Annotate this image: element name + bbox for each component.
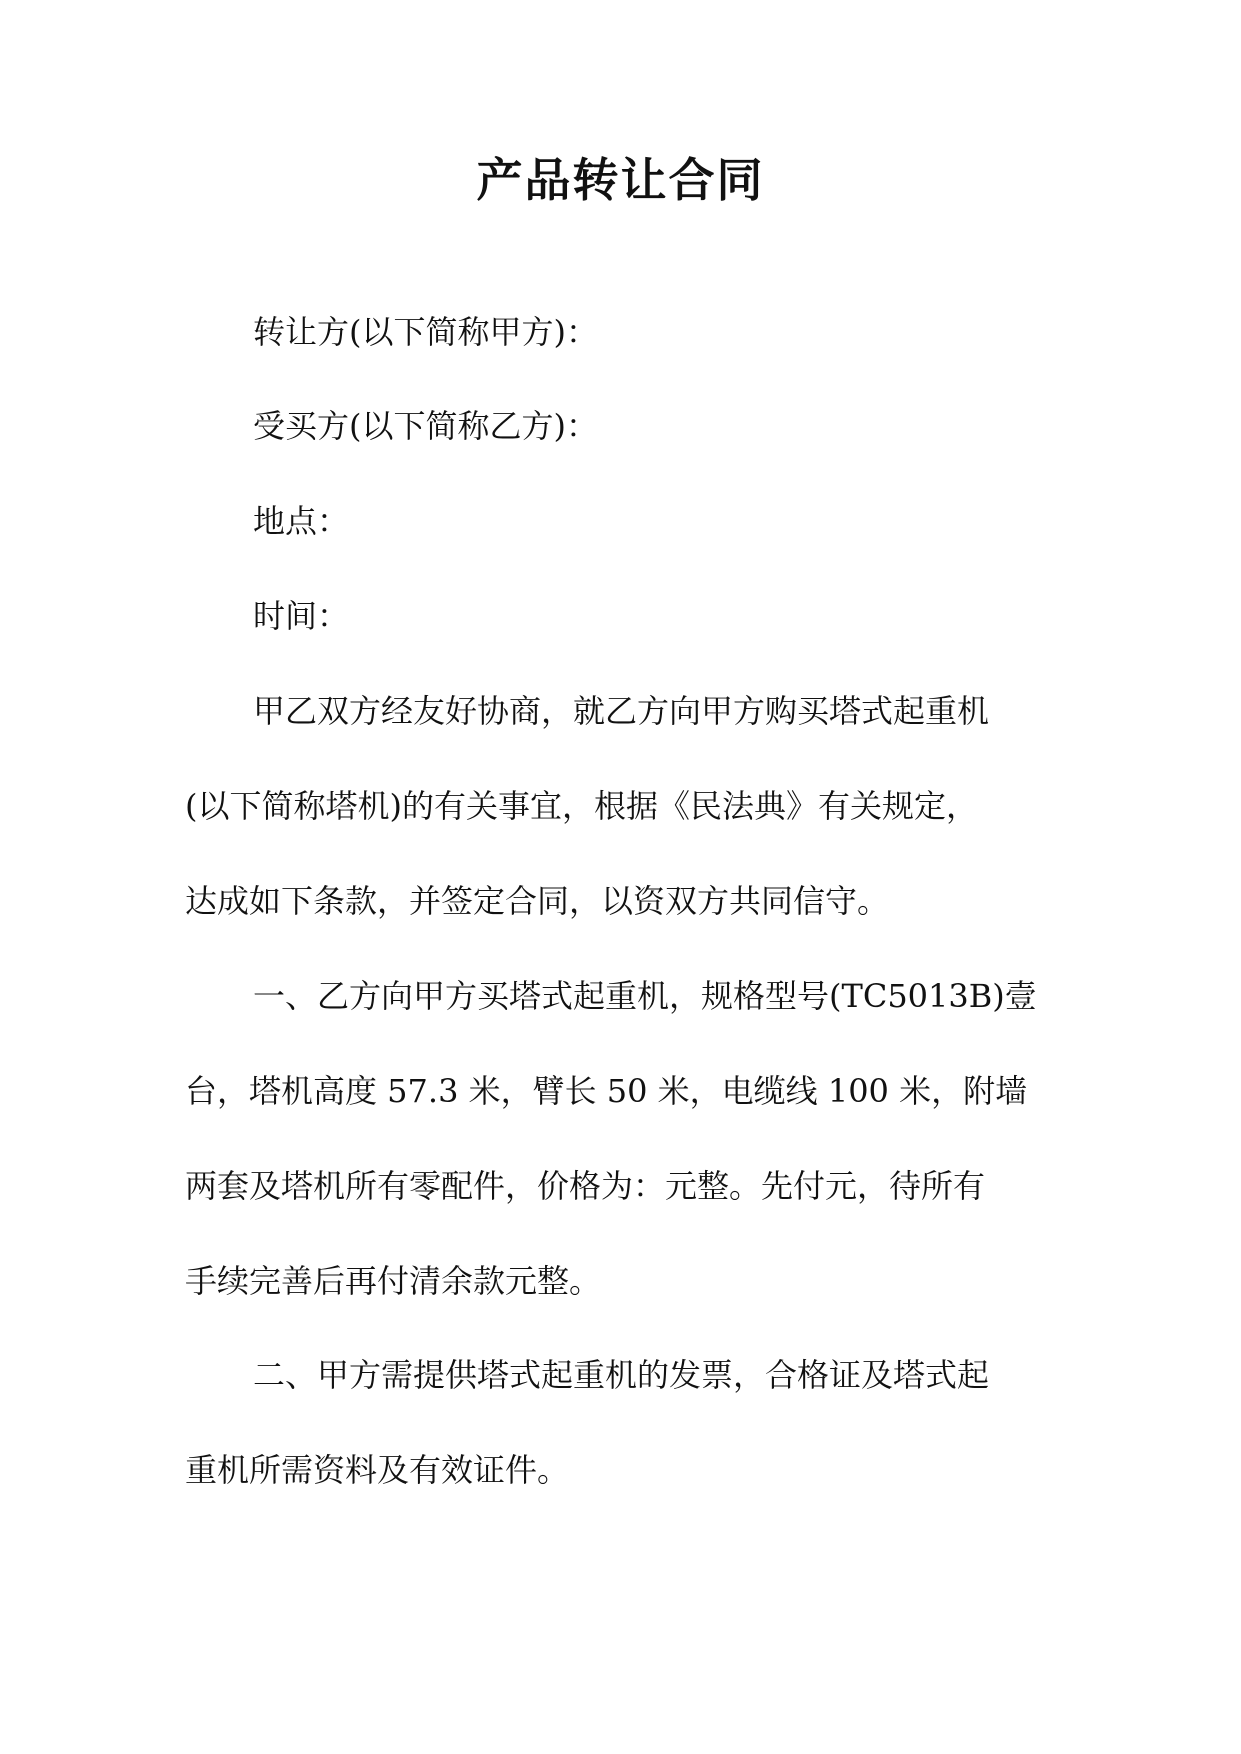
clause-2-line-2: 重机所需资料及有效证件。 — [185, 1451, 570, 1489]
clause-1-line-4: 手续完善后再付清余款元整。 — [185, 1262, 602, 1300]
location-line: 地点： — [253, 502, 350, 540]
clause-1-line-1: 一、乙方向甲方买塔式起重机，规格型号(TC5013B)壹 — [253, 977, 1037, 1015]
clause-2-line-1: 二、甲方需提供塔式起重机的发票，合格证及塔式起 — [253, 1356, 990, 1394]
clause-1-line-3: 两套及塔机所有零配件，价格为：元整。先付元，待所有 — [185, 1167, 986, 1205]
paragraph-intro-line-2: (以下简称塔机)的有关事宜，根据《民法典》有关规定， — [185, 787, 978, 825]
paragraph-intro-line-3: 达成如下条款，并签定合同，以资双方共同信守。 — [185, 882, 890, 920]
time-line: 时间： — [253, 597, 350, 635]
clause-1-line-2: 台，塔机高度 57.3 米，臂长 50 米，电缆线 100 米，附墙 — [185, 1072, 1028, 1110]
party-a-line: 转让方(以下简称甲方)： — [253, 313, 598, 351]
document-title: 产品转让合同 — [476, 153, 765, 207]
paragraph-intro-line-1: 甲乙双方经友好协商，就乙方向甲方购买塔式起重机 — [253, 692, 990, 730]
party-b-line: 受买方(以下简称乙方)： — [253, 407, 598, 445]
